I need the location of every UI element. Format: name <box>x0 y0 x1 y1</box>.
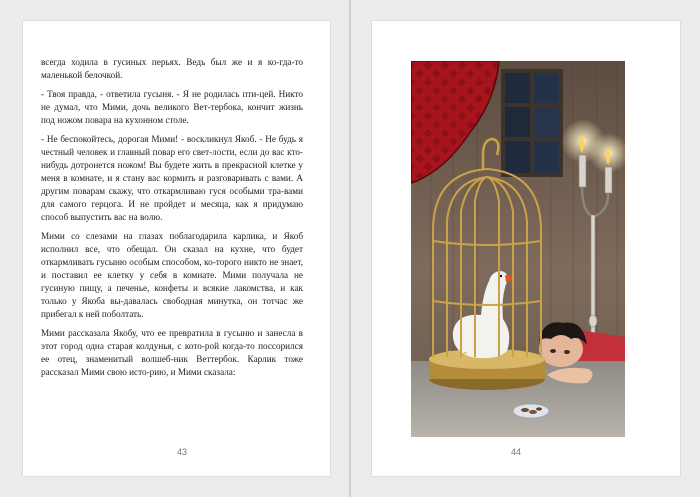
illustration <box>411 61 625 437</box>
paragraph: Мими со слезами на глазах поблагодарила карлика, и Якоб исполнил все, что обещал. Он сказал на кухне, что будет откармливать гусыню особым способом, ко-торого никто не знает, и поставил ее клетку у себя в комнате. Мими получала не гусиную пищу, а печенье, конфеты и всякие лакомства, и как только у Якоба вы-давалась свободная минутка, он тотчас же прибегал к ней поболтать. <box>41 231 303 319</box>
plate-of-cookies <box>513 404 549 418</box>
page-number-right: 44 <box>511 447 522 457</box>
right-page <box>351 0 700 497</box>
paragraph: - Твоя правда, - ответила гусыня. - Я не родилась пти-цей. Никто не думал, что Мими, дочь великого Вет-тербока, кончит жизнь под ножом повара на кухонном столе. <box>41 89 303 125</box>
window <box>501 69 563 177</box>
illustration-goose-in-cage <box>411 61 625 437</box>
left-page <box>0 0 349 497</box>
paragraph: всегда ходила в гусиных перьях. Ведь был же и я ко-гда-то маленькой белочкой. <box>41 57 303 80</box>
page-number-left: 43 <box>177 447 188 457</box>
page-text <box>41 56 303 385</box>
paragraph: Мими рассказала Якобу, что ее превратила в гусыню и занесла в этот город одна старая колдунья, с кото-рой когда-то поссорился ее отец, знаменитый волшеб-ник Веттербок. Карлик тоже рассказал Мими свою исто-рию, и Мими сказала: <box>41 328 303 377</box>
paragraph: - Не беспокойтесь, дорогая Мими! - воскликнул Якоб. - Не будь я честный человек и главный повар его свет-лости, если до вас кто-нибудь дотронется ножом! Вы будете жить в прекрасной клетке у меня в комнате, и я стану вас кормить и разговаривать с вами. А другим поварам скажу, что откармливаю гуся особыми тра-вами для самого герцога. И не пройдет и месяца, как я придумаю способ выпустить вас на волю. <box>41 134 303 222</box>
